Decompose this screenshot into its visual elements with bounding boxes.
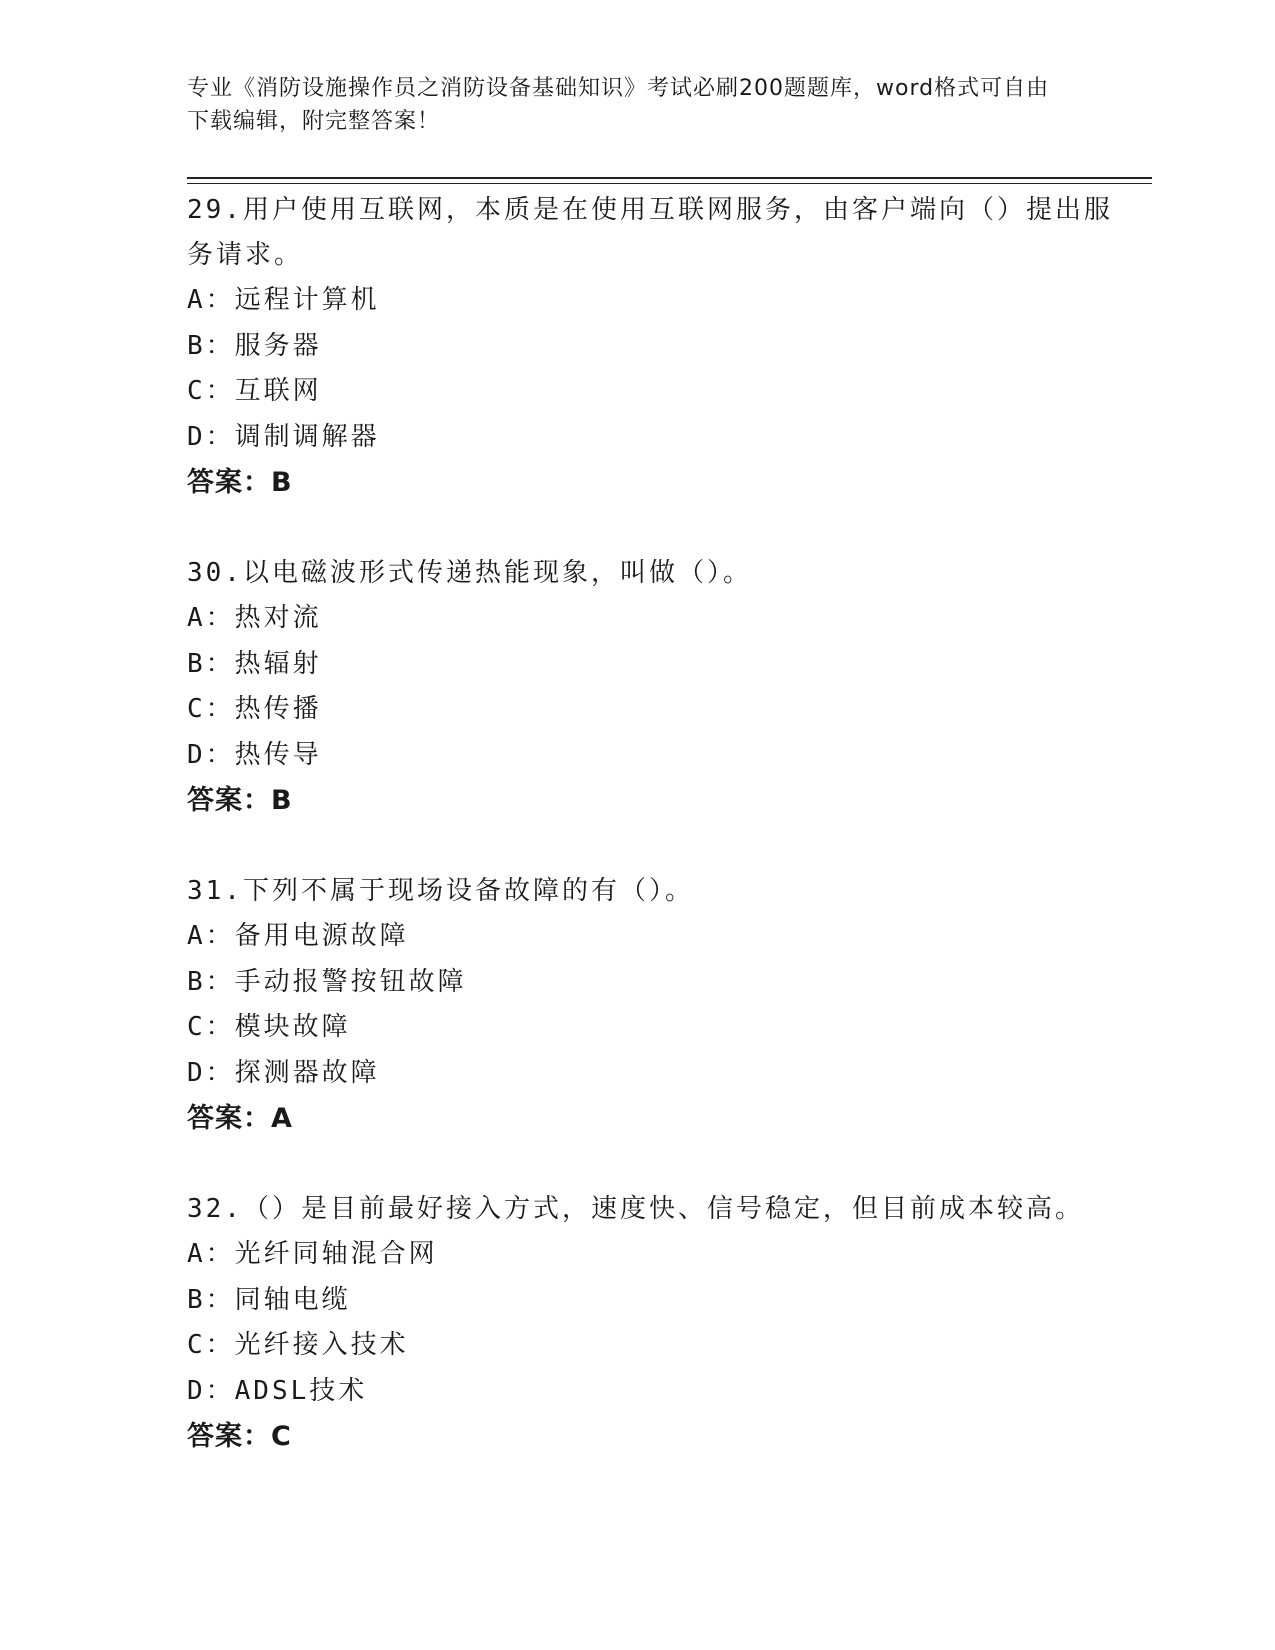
option-c: C：模块故障 [187, 1012, 351, 1042]
question-stem: 31.下列不属于现场设备故障的有（）。 [187, 876, 694, 906]
option-a: A：热对流 [187, 603, 322, 633]
option-d: D：ADSL技术 [187, 1375, 368, 1406]
option-c: C：光纤接入技术 [187, 1330, 409, 1360]
question-32 [187, 1187, 1117, 1460]
document-header: 专业《消防设施操作员之消防设备基础知识》考试必刷200题题库，word格式可自由下载编辑，附完整答案！ [187, 76, 1050, 134]
answer-label: 答案：B [187, 785, 293, 816]
question-spacer [187, 824, 1117, 869]
question-stem: 32.（）是目前最好接入方式，速度快、信号稳定，但目前成本较高。 [187, 1194, 1084, 1224]
question-spacer [187, 1142, 1117, 1187]
option-a: A：远程计算机 [187, 285, 380, 315]
option-b: B：手动报警按钮故障 [187, 966, 467, 997]
option-a: A：光纤同轴混合网 [187, 1239, 438, 1269]
option-c: C：互联网 [187, 376, 322, 406]
option-d: D：探测器故障 [187, 1057, 380, 1088]
option-b: B：热辐射 [187, 648, 322, 679]
question-31 [187, 869, 1117, 1142]
question-stem: 30.以电磁波形式传递热能现象，叫做（）。 [187, 558, 752, 588]
answer-label: 答案：B [187, 467, 293, 498]
header-divider-thin [187, 183, 1152, 184]
question-stem: 29.用户使用互联网，本质是在使用互联网服务，由客户端向（）提出服务请求。 [187, 195, 1113, 270]
option-c: C：热传播 [187, 694, 322, 724]
answer-label: 答案：A [187, 1103, 293, 1134]
header-divider-thick [187, 177, 1152, 179]
question-list [187, 188, 1117, 1460]
question-29 [187, 188, 1117, 506]
question-spacer [187, 506, 1117, 551]
option-a: A：备用电源故障 [187, 921, 409, 951]
option-d: D：热传导 [187, 739, 322, 770]
option-d: D：调制调解器 [187, 421, 380, 452]
option-b: B：同轴电缆 [187, 1284, 351, 1315]
answer-label: 答案：C [187, 1421, 292, 1452]
question-30 [187, 551, 1117, 824]
option-b: B：服务器 [187, 330, 322, 361]
